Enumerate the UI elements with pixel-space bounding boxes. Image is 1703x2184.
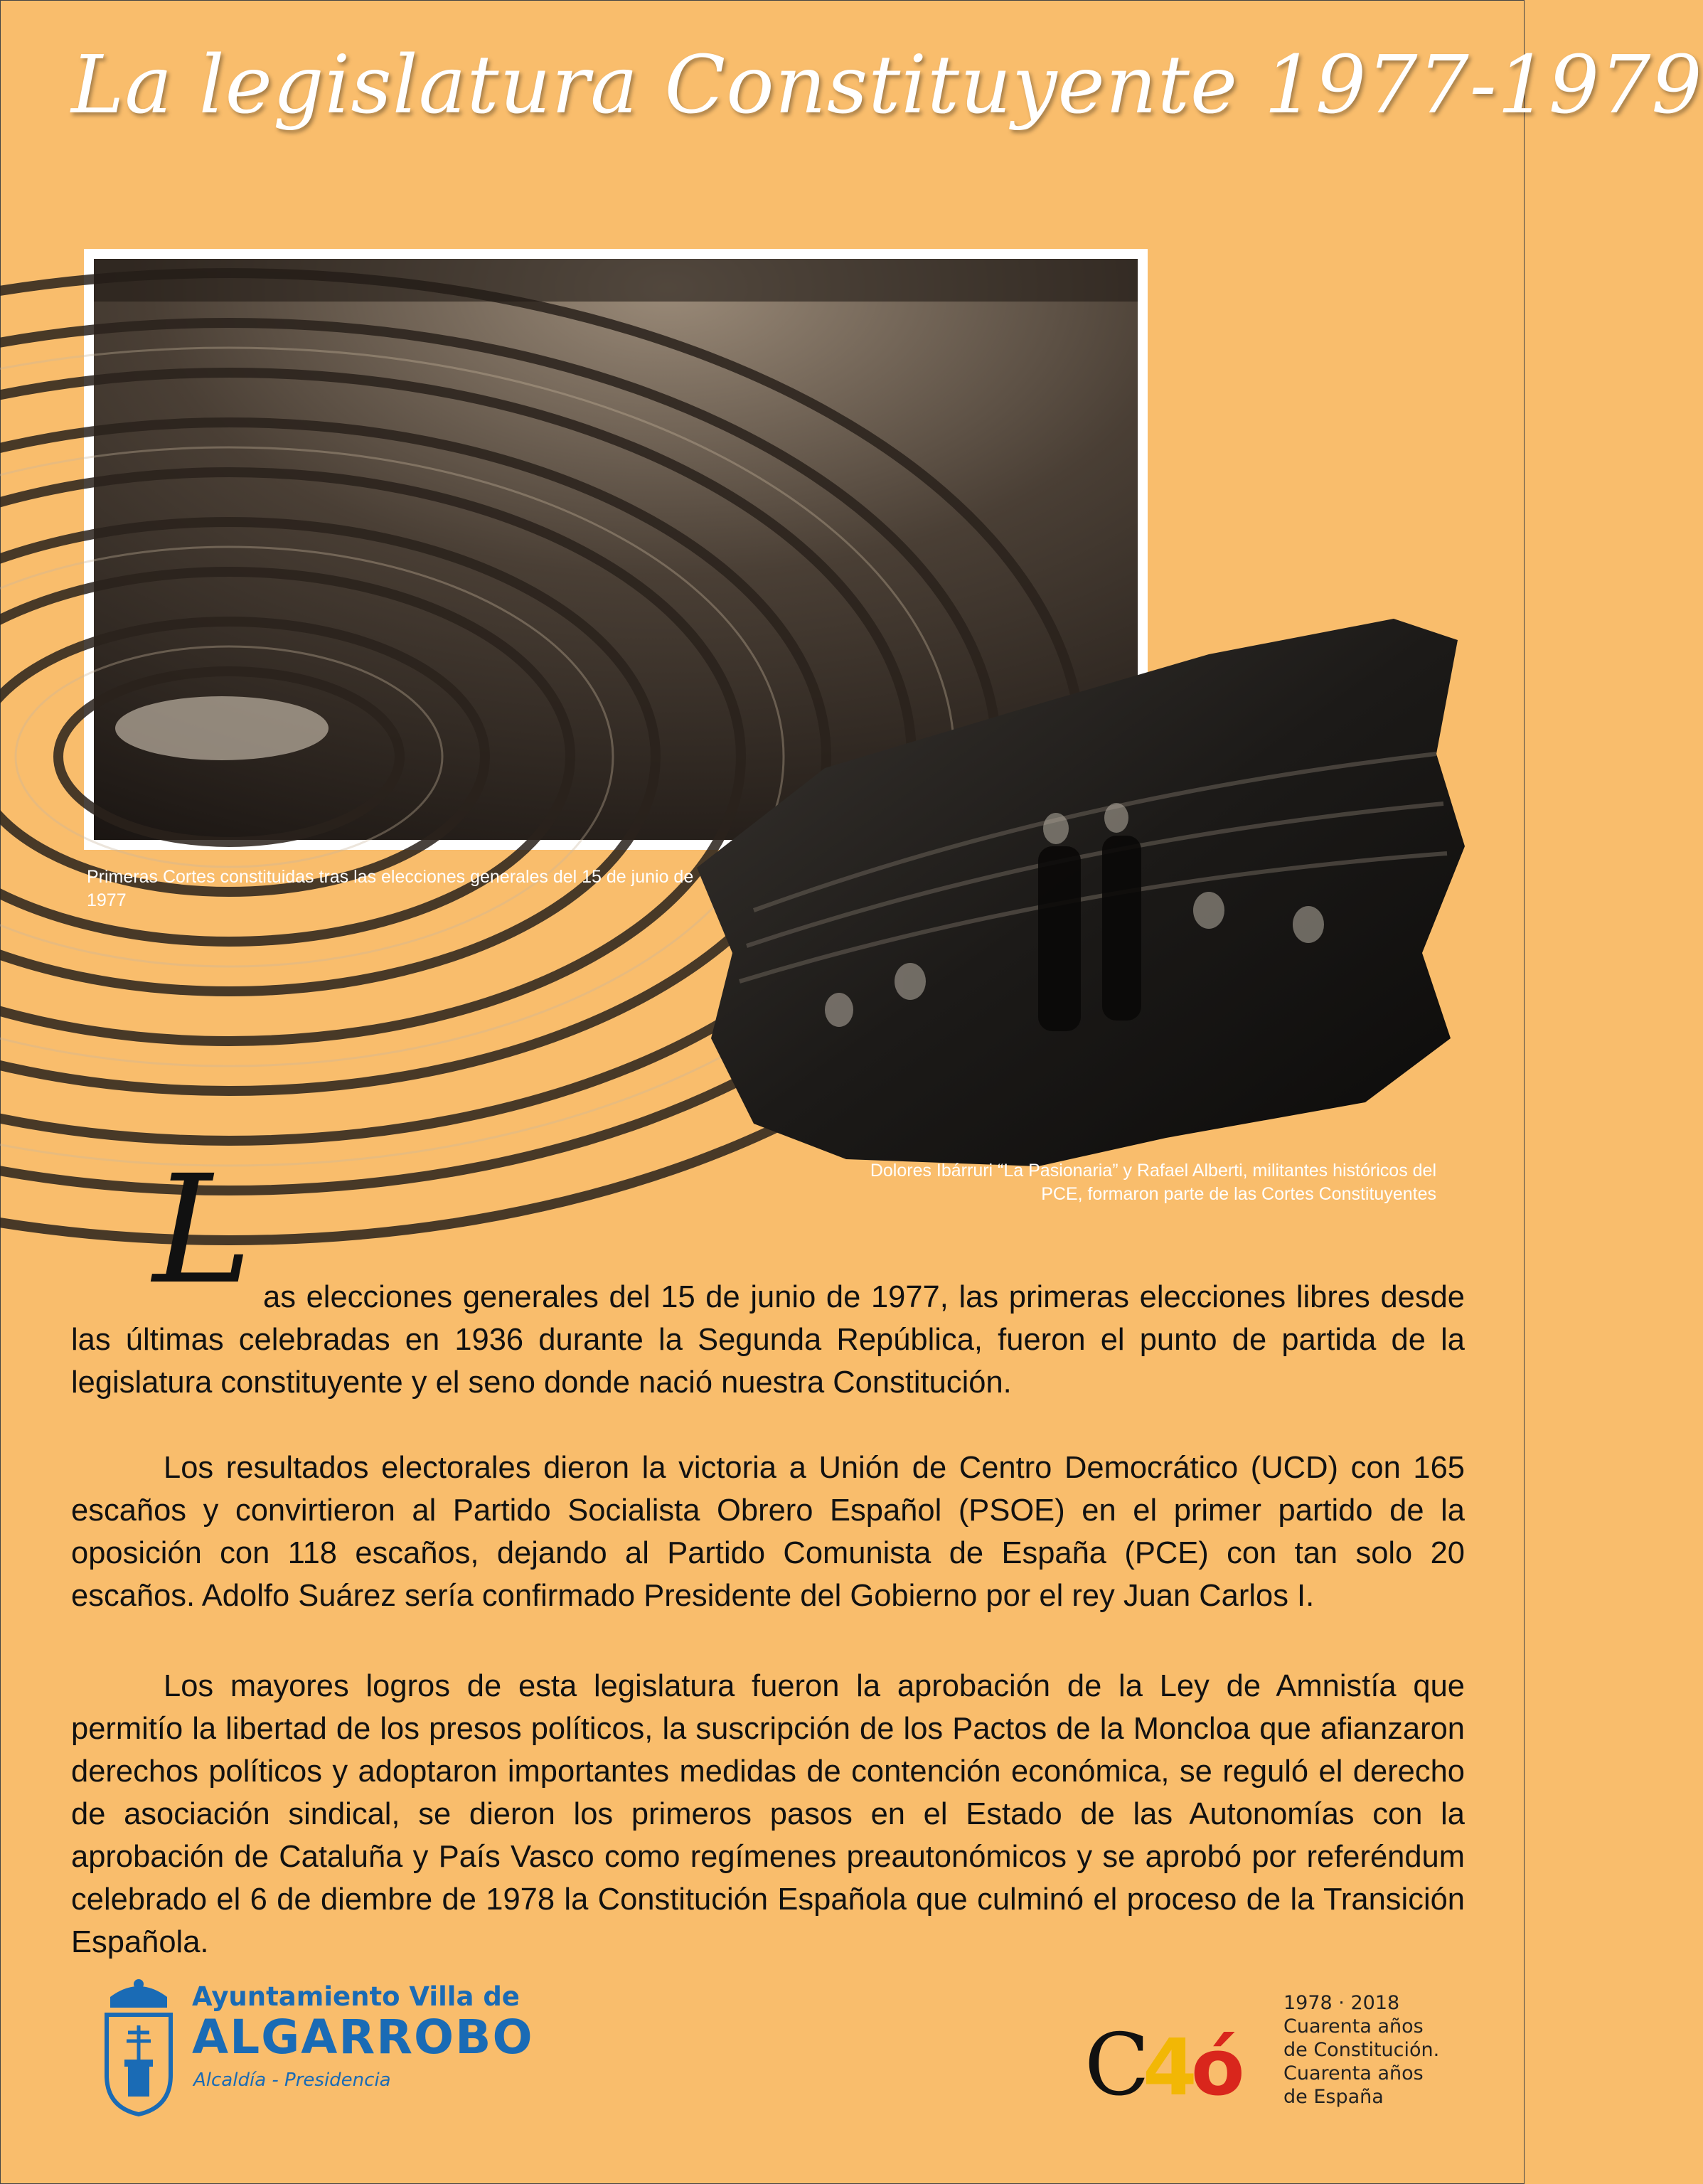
poster-title: La legislatura Constituyente 1977-1979 — [71, 39, 1703, 132]
c40-letter-o: ó — [1191, 2022, 1245, 2113]
ayuntamiento-line-1: Ayuntamiento Villa de — [192, 1981, 520, 2012]
c40-digit-4: 4 — [1143, 2022, 1197, 2113]
ayuntamiento-subtitle: Alcaldía - Presidencia — [193, 2070, 391, 2091]
main-photo-caption: Primeras Cortes constituidas tras las elecciones generales del 15 de junio de 1977 — [87, 867, 694, 910]
paragraph-2: Los resultados electorales dieron la victoria a Unión de Centro Democrático (UCD) con 165 escaños y convirtieron al Partido Socialista Obrero Español (PSOE) en el primer partido de la oposición con 118 escaños, dejando al Partido Comunista de España (PCE) con tan solo 20 escaños. Adolfo Suárez sería confirmado Presidente del Gobierno por el rey Juan Carlos I. — [71, 1450, 1465, 1613]
dropcap-letter: L — [153, 1143, 252, 1317]
ayuntamiento-logo — [100, 1976, 534, 2118]
coat-of-arms-icon — [100, 1976, 178, 2118]
c40-letter-c: C — [1084, 2016, 1150, 2115]
pasionaria-alberti-photo — [668, 612, 1479, 1181]
c40-tagline: 1978 · 2018 Cuarenta años de Constitución. Cuarenta años de España — [1283, 1992, 1440, 2108]
c40-anniversary-logo — [1084, 1988, 1483, 2130]
second-photo-caption: Dolores Ibárruri “La Pasionaria” y Rafael Alberti, militantes históricos del PCE, formaron parte de las Cortes Constituyentes — [870, 1161, 1436, 1204]
ayuntamiento-name: ALGARROBO — [192, 2010, 534, 2065]
paragraph-3: Los mayores logros de esta legislatura fueron la aprobación de la Ley de Amnistía que permitío la libertad de los presos políticos, la suscripción de los Pactos de la Moncloa que afianzaron derechos políticos y adoptaron importantes medidas de contención económica, se reguló el derecho de asociación sindical, se dieron los primeros pasos en el Estado de las Autonomías con la aprobación de Cataluña y País Vasco como regímenes preautonómicos y se aprobó por referéndum celebrado el 6 de diembre de 1978 la Constitución Española que culminó el proceso de la Transición Española. — [71, 1668, 1465, 1959]
c40-icon — [1084, 1988, 1269, 2115]
paragraph-1: as elecciones generales del 15 de junio de 1977, las primeras elecciones libres desde las últimas celebradas en 1936 durante la Segunda República, fueron el punto de partida de la legislatura constituyente y el seno donde nació nuestra Constitución. — [71, 1279, 1465, 1400]
